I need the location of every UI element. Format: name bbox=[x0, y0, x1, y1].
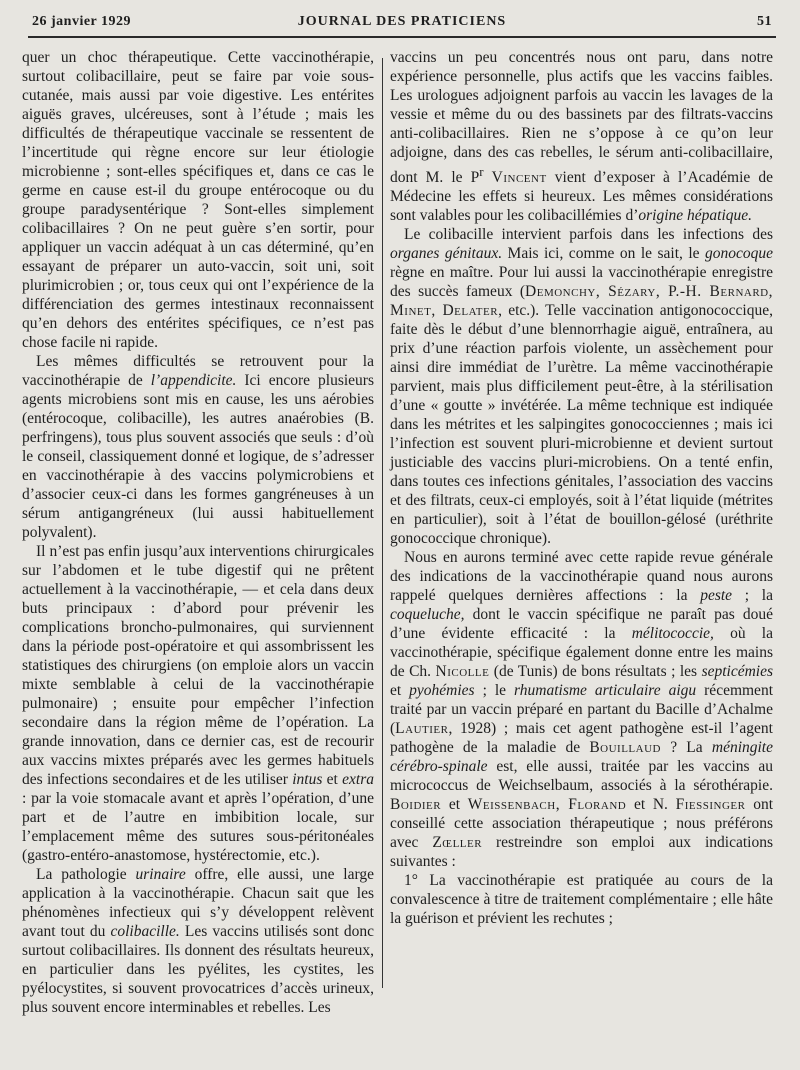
header-date: 26 janvier 1929 bbox=[32, 14, 132, 29]
left-column bbox=[22, 48, 374, 1017]
header-rule bbox=[28, 36, 776, 38]
paragraph: 1° La vaccinothérapie est pratiquée au cours de la convalescence à titre de traitement complémentaire ; elle hâte la guérison et prévient les rechutes ; bbox=[390, 872, 773, 928]
page-header bbox=[32, 14, 772, 38]
column-separator bbox=[382, 58, 383, 988]
page-number: 51 bbox=[757, 14, 772, 29]
journal-title: JOURNAL DES PRATICIENS bbox=[297, 14, 507, 29]
paragraph: Le colibacille intervient parfois dans les infections des organes génitaux. Mais ici, comme on le sait, le gonocoque règne en maître. Pour lui aussi la vaccinothérapie enregistre des succès fameux (Demonchy, Sézary, P.-H. Bernard, Minet, Delater, etc.). Telle vaccination antigonococcique, faite dès le début d’une blennorrhagie aiguë, entraînera, au prix d’une réaction parfois violente, un assèchement pour ainsi dire immédiat de l’urètre. La même vaccinothérapie parvient, mais plus difficilement peut-être, à la stérilisation d’une « goutte » invétérée. La même technique est indiquée dans les métrites et les salpingites gonococciennes ; mais ici l’infection est souvent pluri-microbienne et devient surtout justiciable des vaccins pluri-microbiens. On a tenté enfin, dans toutes ces infections génitales, l’association des vaccins et des filtrats, ceux-ci employés, soit à l’état liquide (métrites en particulier), soit à l’état de bouillon-gélosé (uréthrite gonococcique chronique). bbox=[390, 226, 773, 548]
paragraph: Les mêmes difficultés se retrouvent pour la vaccinothérapie de l’appendicite. Ici encore plusieurs agents microbiens sont mis en cause, les uns aérobies (entérocoque, colibacille), les autres anaérobies (B. perfringens), tous plus souvent associés que seuls : d’où le conseil, classiquement donné et logique, de s’adresser en vaccinothérapie à des vaccins polymicrobiens et d’associer ceux-ci dans les formes gangréneuses à un sérum antigangréneux (lui aussi habituellement polyvalent). bbox=[22, 353, 374, 541]
paragraph: quer un choc thérapeutique. Cette vaccinothérapie, surtout colibacillaire, peut se faire par voie sous-cutanée, mais aussi par voie digestive. Les entérites aiguës graves, ulcéreuses, sont à l’étude ; mais les difficultés de thérapeutique vaccinale se ressentent de l’incertitude qui règne encore sur leur étiologie microbienne ; sont-elles spécifiques et, dans ce cas le germe en cause est-il du groupe entérocoque ou du groupe paradysentérique ? Sont-elles simplement colibacillaires ? On ne peut guère s’en sortir, pour appliquer un vaccin adéquat à un cas déterminé, qu’en essayant de préparer un auto-vaccin, soit uni, soit plurimicrobien ; or, tous ceux qui ont l’expérience de la différenciation des germes intestinaux reconnaissent qu’en dehors des entérites spécifiques, ce n’est pas chose facile ni rapide. bbox=[22, 49, 374, 351]
paragraph: vaccins un peu concentrés nous ont paru, dans notre expérience personnelle, plus actifs que les vaccins faibles. Les urologues adjoignent parfois au vaccin les lavages de la vessie et même du ou des bassinets par des filtrats-vaccins anti-colibacillaires. Rien ne s’oppose à ce qu’on leur adjoigne, dans des cas rebelles, le sérum anti-colibacillaire, dont M. le $P^r$ Vincent vient d’exposer à l’Académie de Médecine les effets si heureux. Les mêmes considérations sont valables pour les colibacillémies d’origine hépatique. bbox=[390, 49, 773, 225]
paragraph: Nous en aurons terminé avec cette rapide revue générale des indications de la vaccinothérapie quand nous aurons rappelé quelques dernières affections : la peste ; la coqueluche, dont le vaccin spécifique ne paraît pas doué d’une évidente efficacité : la mélitococcie, où la vaccinothérapie, spécifique également donne entre les mains de Ch. Nicolle (de Tunis) de bons résultats ; les septicémies et pyohémies ; le rhumatisme articulaire aigu récemment traité par un vaccin préparé en partant du Bacille d’Achalme (Lautier, 1928) ; mais cet agent pathogène est-il l’agent pathogène de la maladie de Bouillaud ? La méningite cérébro-spinale est, elle aussi, traitée par les vaccins au micrococcus de Weichselbaum, associés à la sérothérapie. Boidier et Weissenbach, Florand et N. Fiessinger ont conseillé cette association thérapeutique ; nous préférons avec Zœller restreindre son emploi aux indications suivantes : bbox=[390, 549, 774, 871]
right-column bbox=[390, 48, 773, 928]
paragraph: Il n’est pas enfin jusqu’aux interventions chirurgicales sur l’abdomen et le tube digestif qui ne prêtent actuellement à la vaccinothérapie, — et cela dans deux buts principaux : d’abord pour prévenir les complications broncho-pulmonaires, qui surviennent dans la période post-opératoire et qui assombrissent les statistiques des chirurgiens (on emploie alors un vaccin mixte semblable à celui de la vaccinothérapie pulmonaire) ; ensuite pour empêcher l’infection secondaire dans la région même de l’opération. La grande innovation, dans ce dernier cas, est de recourir aux vaccins mixtes préparés avec les germes habituels des infections secondaires et de les utiliser intus et extra : par la voie stomacale avant et après l’opération, d’une part et de l’autre en imbibition locale, sur l’emplacement même des sutures sous-péritonéales (gastro-entéro-anastomose, hystérectomie, etc.). bbox=[22, 543, 375, 864]
paragraph: La pathologie urinaire offre, elle aussi, une large application à la vaccinothérapie. Chacun sait que les phénomènes infectieux qui s’y développent relèvent avant tout du colibacille. Les vaccins utilisés sont donc surtout colibacillaires. Ils donnent des résultats heureux, en particulier dans les pyélites, les cystites, les pyélocystites, si souvent provocatrices d’accès urineux, plus souvent encore interminables et rebelles. Les bbox=[22, 866, 374, 1016]
